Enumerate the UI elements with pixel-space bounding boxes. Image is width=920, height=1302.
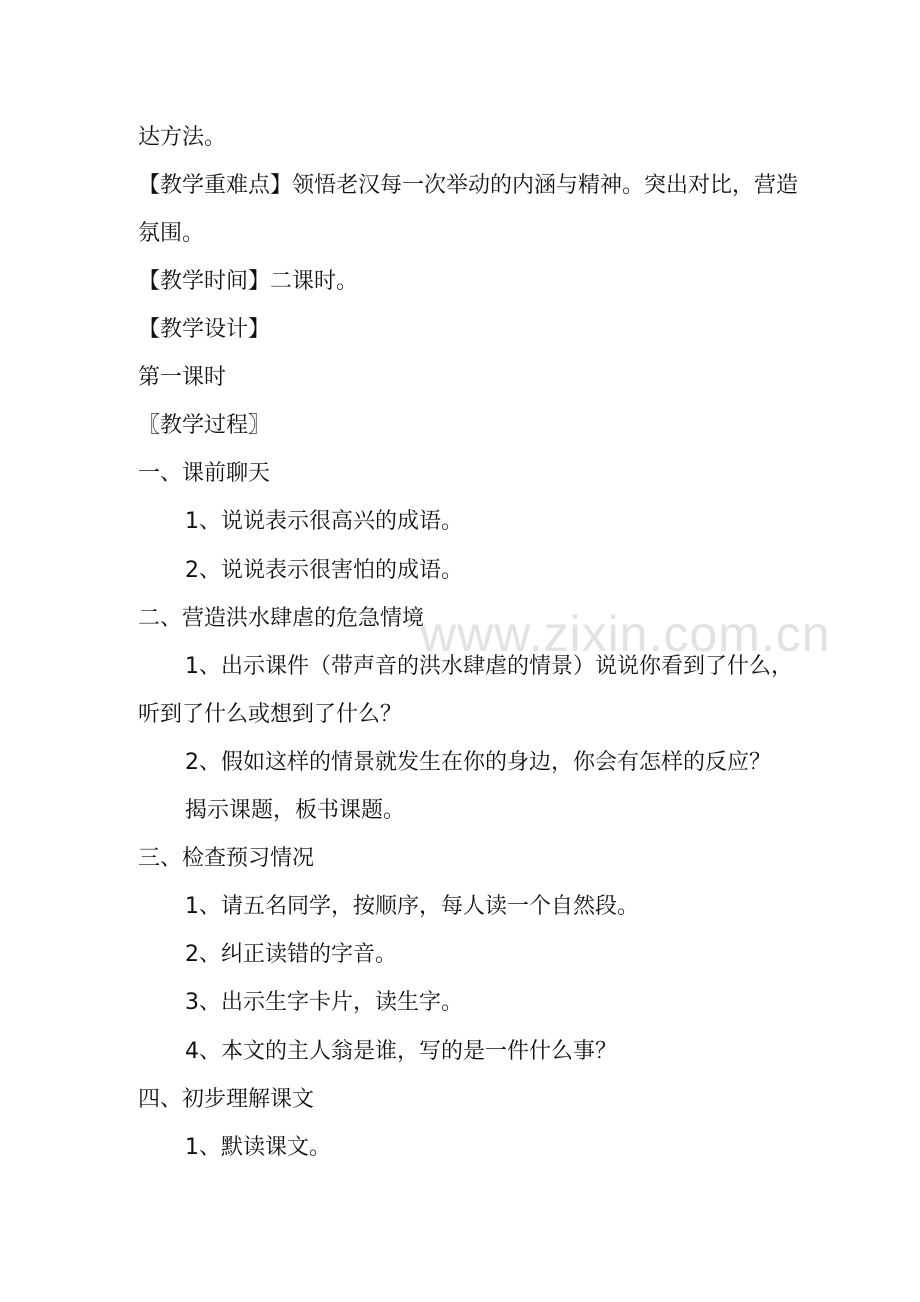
text-line: 【教学重难点】领悟老汉每一次举动的内涵与精神。突出对比，营造 <box>138 173 799 198</box>
text-line: 1、出示课件（带声音的洪水肆虐的情景）说说你看到了什么， <box>185 654 793 679</box>
text-line: 氛围。 <box>138 221 205 246</box>
text-line: 1、默读课文。 <box>185 1135 331 1160</box>
watermark: www.zixin.com.cn <box>420 606 831 662</box>
text-line: 2、纠正读错的字音。 <box>185 942 397 967</box>
text-line: 1、说说表示很高兴的成语。 <box>185 509 463 534</box>
text-line: 四、初步理解课文 <box>138 1087 315 1112</box>
text-line: 2、假如这样的情景就发生在你的身边，你会有怎样的反应？ <box>185 750 771 775</box>
text-line: 揭示课题，板书课题。 <box>185 798 406 823</box>
text-line: 二、营造洪水肆虐的危急情境 <box>138 606 425 631</box>
text-line: 听到了什么或想到了什么？ <box>138 702 403 727</box>
text-line: 〖教学过程〗 <box>138 413 271 438</box>
text-line: 第一课时 <box>138 365 227 390</box>
text-line: 【教学设计】 <box>138 317 271 342</box>
text-line: 达方法。 <box>138 125 227 150</box>
text-line: 2、说说表示很害怕的成语。 <box>185 558 463 583</box>
text-line: 【教学时间】二课时。 <box>138 269 359 294</box>
text-line: 一、课前聊天 <box>138 461 271 486</box>
text-line: 三、检查预习情况 <box>138 846 315 871</box>
text-line: 1、请五名同学，按顺序，每人读一个自然段。 <box>185 894 639 919</box>
text-line: 3、出示生字卡片，读生字。 <box>185 990 463 1015</box>
text-line: 4、本文的主人翁是谁，写的是一件什么事？ <box>185 1039 617 1064</box>
